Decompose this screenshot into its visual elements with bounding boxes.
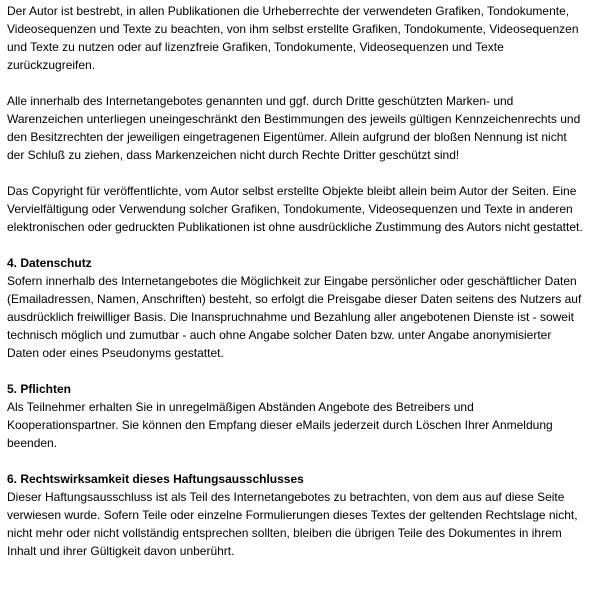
copyright-block [7, 2, 584, 236]
section-title: 6. Rechtswirksamkeit dieses Haftungsausschlusses [7, 472, 304, 486]
trademark-paragraph: Alle innerhalb des Internetangebotes genannten und ggf. durch Dritte geschützten Marken- und Warenzeichen unterliegen uneingeschränkt den Bestimmungen des jeweils gültigen Kennzeichenrechts und den Besitzrechten der jeweiligen eingetragenen Eigentümer. Allein aufgrund der bloßen Nennung ist nicht der Schluß zu ziehen, dass Markenzeichen nicht durch Rechte Dritter geschützt sind! [7, 94, 581, 162]
section-text: Als Teilnehmer erhalten Sie in unregelmäßigen Abständen Angebote des Betreibers und Kooperationspartner. Sie können den Empfang dieser eMails jederzeit durch Löschen Ihrer Anmeldung beenden. [7, 400, 553, 450]
section-text: Dieser Haftungsausschluss ist als Teil des Internetangebotes zu betrachten, von dem aus auf diese Seite verwiesen wurde. Sofern Teile oder einzelne Formulierungen dieses Textes der geltenden Rechtslage nicht, nicht mehr oder nicht vollständig entsprechen sollten, bleiben die übrigen Teile des Dokumentes in ihrem Inhalt und ihrer Gültigkeit davon unberührt. [7, 490, 578, 558]
section-rechtswirksamkeit [7, 470, 584, 560]
section-text: Sofern innerhalb des Internetangebotes die Möglichkeit zur Eingabe persönlicher oder geschäftlicher Daten (Emailadressen, Namen, Anschriften) besteht, so erfolgt die Preisgabe dieser Daten seitens des Nutzers auf ausdrücklich freiwilliger Basis. Die Inanspruchnahme und Bezahlung aller angebotenen Dienste ist - soweit technisch möglich und zumutbar - auch ohne Angabe solcher Daten bzw. unter Angabe anonymisierter Daten oder eines Pseudonyms gestattet. [7, 274, 582, 360]
section-title: 5. Pflichten [7, 382, 72, 396]
section-pflichten [7, 380, 584, 452]
copyright-paragraph: Der Autor ist bestrebt, in allen Publikationen die Urheberrechte der verwendeten Grafiken, Tondokumente, Videosequenzen und Texte zu beachten, von ihm selbst erstellte Grafiken, Tondokumente, Videosequenzen und Texte zu nutzen oder auf lizenzfreie Grafiken, Tondokumente, Videosequenzen und Texte zurückzugreifen. [7, 4, 579, 72]
copyright-ownership-paragraph: Das Copyright für veröffentlichte, vom Autor selbst erstellte Objekte bleibt allein beim Autor der Seiten. Eine Vervielfältigung oder Verwendung solcher Grafiken, Tondokumente, Videosequenzen und Texte in anderen elektronischen oder gedruckten Publikationen ist ohne ausdrückliche Zustimmung des Autors nicht gestattet. [7, 184, 583, 234]
section-datenschutz [7, 254, 584, 362]
section-title: 4. Datenschutz [7, 256, 92, 270]
